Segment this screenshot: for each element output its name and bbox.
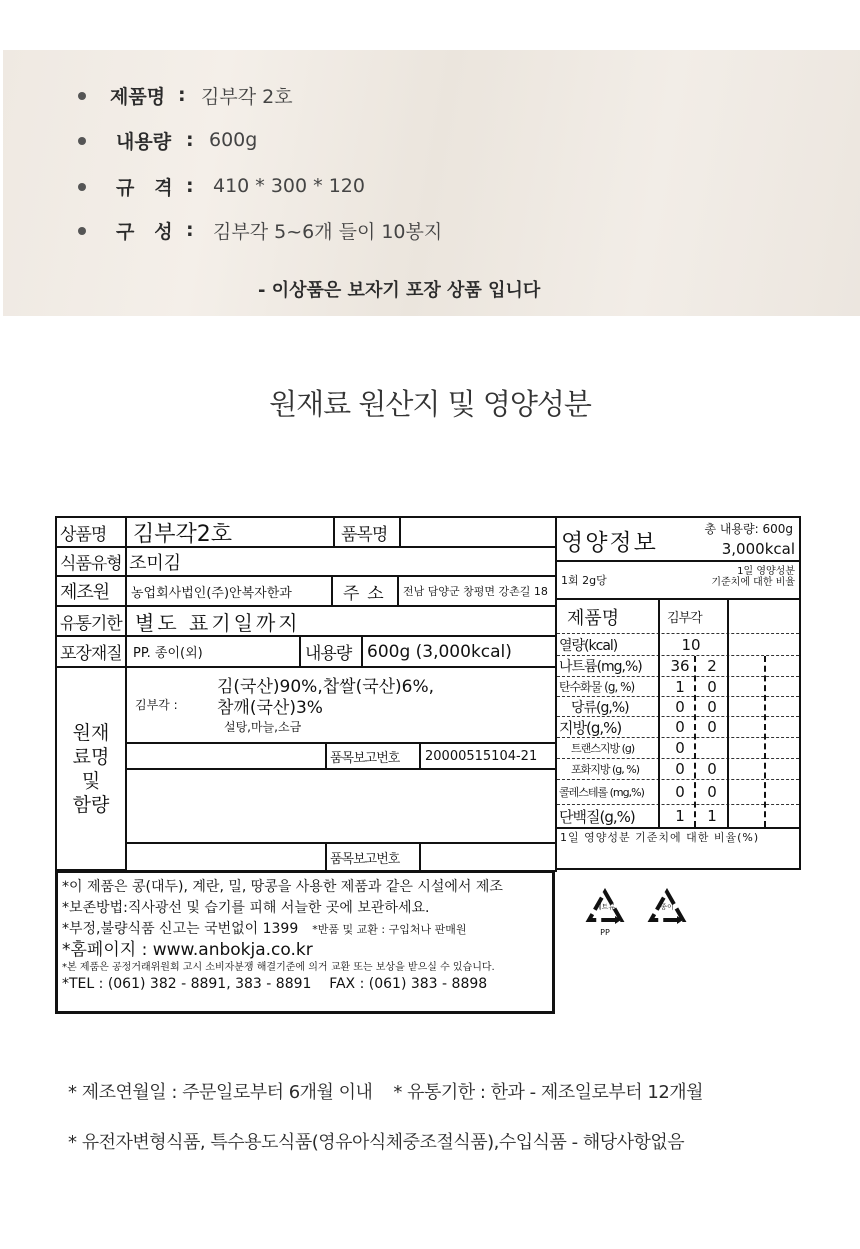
nutrient-value: 0	[675, 697, 685, 716]
header-product: 김부각	[667, 611, 702, 626]
ingredients-label	[55, 666, 127, 871]
recycle-sub: PP	[600, 928, 610, 937]
ingredients-label-line: 료명	[72, 745, 110, 768]
nutrient-percent: 1	[707, 807, 717, 825]
nutrient-percent: 0	[707, 783, 717, 801]
column-divider-dashed	[764, 656, 766, 827]
nutrient-label: 탄수화물 (g, %)	[559, 680, 635, 694]
nutrient-value: 0	[675, 739, 685, 757]
address-label: 주 소	[331, 575, 399, 607]
nutrition-panel	[555, 516, 801, 870]
spec-key: 규 격	[116, 176, 173, 199]
spec-value: 410 * 300 * 120	[213, 175, 365, 197]
nutrient-percent: 2	[707, 657, 717, 675]
column-divider	[727, 600, 729, 828]
nutrition-row	[557, 805, 799, 827]
nutrition-row	[557, 738, 799, 759]
nutrient-value: 0	[675, 783, 685, 801]
ingredients-label-line: 원재	[72, 721, 110, 744]
ingredient-line-1: 김(국산)90%,찹쌀(국산)6%,	[217, 677, 435, 697]
expiry-value: 별도 표기일까지	[125, 605, 557, 637]
nutrient-value: 0	[675, 760, 685, 778]
product-name-label: 상품명	[55, 516, 127, 548]
nutrient-value: 1	[675, 677, 685, 696]
recycle-label: 페트류	[594, 903, 616, 911]
nutrient-label: 당류(g,%)	[571, 699, 629, 716]
nutrition-title-row	[557, 518, 799, 562]
report-no-label: 품목보고번호	[325, 742, 421, 770]
item-name-value	[399, 516, 557, 548]
spec-colon: :	[186, 129, 194, 151]
maker-value: 농업회사법인(주)안복자한과	[125, 575, 333, 607]
column-divider-dashed	[694, 656, 696, 827]
packaging-note: - 이상품은 보자기 포장 상품 입니다	[258, 280, 541, 301]
serving-row	[557, 562, 799, 600]
column-divider	[658, 600, 660, 828]
ingredient-line-2: 참깨(국산)3%	[217, 698, 323, 718]
packaging-value: PP. 종이(외)	[125, 635, 301, 668]
serving-size: 1회 2g당	[561, 574, 607, 587]
maker-label: 제조원	[55, 575, 127, 607]
recycle-mark-pet	[585, 888, 625, 940]
spec-value: 김부각 2호	[201, 85, 293, 108]
nutrition-row	[557, 634, 799, 656]
nutrient-value: 36	[670, 657, 690, 675]
bullet-icon	[78, 227, 86, 235]
report-blank-1	[125, 742, 327, 770]
report-note-text: *부정,불량식품 신고는 국번없이 1399	[62, 921, 299, 937]
footnote-gmo: * 유전자변형식품, 특수용도식품(영유아식체중조절식품),수입식품 - 해당사항없음	[68, 1132, 685, 1153]
report-blank-2	[125, 842, 327, 872]
nutrition-row	[557, 656, 799, 677]
spec-colon: :	[186, 175, 194, 197]
spec-colon: :	[178, 84, 186, 106]
nutrition-title: 영양정보	[561, 530, 658, 556]
nutrient-percent: 0	[707, 760, 717, 778]
packaging-label: 포장재질	[55, 635, 127, 668]
spec-value: 김부각 5~6개 들이 10봉지	[213, 220, 443, 243]
nutrient-percent: 0	[707, 677, 717, 696]
ingredients-blank	[125, 768, 557, 844]
ingredient-product: 김부각 :	[135, 698, 178, 712]
address-value: 전남 담양군 창평면 강촌길 18	[397, 575, 557, 607]
nutrient-value: 1	[675, 807, 685, 825]
food-type-value: 조미김	[125, 546, 557, 577]
contact-note: *TEL : (061) 382 - 8891, 383 - 8891 FAX : (061) 383 - 8898	[62, 976, 488, 992]
report-no-value	[419, 842, 557, 872]
nutrition-row	[557, 759, 799, 780]
recycle-label: 종이	[660, 903, 674, 911]
product-name-value: 김부각2호	[125, 516, 335, 548]
allergy-note: *이 제품은 콩(대두), 계란, 밀, 땅콩을 사용한 제품과 같은 시설에서 제조	[62, 879, 503, 895]
net-value: 600g (3,000kcal)	[361, 635, 557, 668]
nutrient-label: 포화지방 (g, %)	[571, 763, 640, 776]
storage-note: *보존방법:직사광선 및 습기를 피해 서늘한 곳에 보관하세요.	[62, 900, 430, 916]
nutrition-row	[557, 697, 799, 717]
nutrient-label: 지방(g,%)	[559, 718, 622, 737]
header-label: 제품명	[567, 607, 620, 629]
food-type-label: 식품유형	[55, 546, 127, 577]
nutrient-value: 10	[681, 635, 701, 654]
daily-ref	[711, 566, 795, 588]
spec-key: 내용량	[116, 130, 172, 153]
spec-key: 제품명	[110, 85, 166, 108]
nutrition-footer: 1일 영양성분 기준치에 대한 비율(%)	[557, 827, 799, 845]
return-note: *반품 및 교환 : 구입처나 판매원	[312, 923, 467, 936]
nutrition-row	[557, 717, 799, 738]
bullet-icon	[78, 183, 86, 191]
ingredients-box	[125, 666, 557, 744]
compensation-note: *본 제품은 공정거래위원회 고시 소비자분쟁 해결기준에 의거 교환 또는 보상을 받으실 수 있습니다.	[62, 962, 495, 973]
nutrition-row	[557, 677, 799, 697]
nutrient-label: 단백질(g,%)	[559, 807, 635, 826]
ingredient-line-3: 설탕,마늘,소금	[224, 720, 302, 734]
ingredients-label-line: 함량	[72, 793, 110, 816]
item-name-label: 품목명	[333, 516, 401, 548]
bullet-icon	[78, 92, 86, 100]
nutrient-label: 트랜스지방 (g)	[571, 742, 635, 755]
total-content: 총 내용량: 600g	[704, 522, 793, 536]
footnote-manufacture: * 제조연월일 : 주문일로부터 6개월 이내 * 유통기한 : 한과 - 제조일로부터 12개월	[68, 1082, 704, 1103]
food-label	[55, 516, 801, 1014]
expiry-label: 유통기한	[55, 605, 127, 637]
nutrient-label: 열량(kcal)	[559, 637, 618, 654]
spec-value: 600g	[209, 129, 258, 151]
nutrient-label: 콜레스테롤 (mg,%)	[559, 786, 644, 799]
spec-key: 구 성	[116, 220, 173, 243]
report-no-value: 20000515104-21	[419, 742, 557, 770]
nutrition-row	[557, 780, 799, 805]
nutrient-percent: 0	[707, 718, 717, 736]
nutrient-percent: 0	[707, 697, 717, 716]
notes-box	[55, 870, 555, 1014]
homepage-link[interactable]: *홈페이지 : www.anbokja.co.kr	[62, 940, 313, 960]
report-no-label: 품목보고번호	[325, 842, 421, 872]
daily-ref-line: 1일 영양성분	[737, 566, 795, 577]
daily-ref-line: 기준치에 대한 비율	[711, 577, 795, 588]
net-label: 내용량	[299, 635, 363, 668]
bullet-icon	[78, 137, 86, 145]
nutrition-header-row	[557, 600, 799, 634]
section-title: 원재료 원산지 및 영양성분	[269, 387, 591, 421]
total-kcal: 3,000kcal	[721, 540, 795, 558]
ingredients-label-line: 및	[81, 769, 101, 792]
nutrient-value: 0	[675, 718, 685, 736]
report-note	[62, 919, 548, 940]
recycle-mark-paper	[647, 888, 687, 940]
spec-colon: :	[186, 219, 194, 241]
nutrient-label: 나트륨(mg,%)	[559, 659, 642, 675]
